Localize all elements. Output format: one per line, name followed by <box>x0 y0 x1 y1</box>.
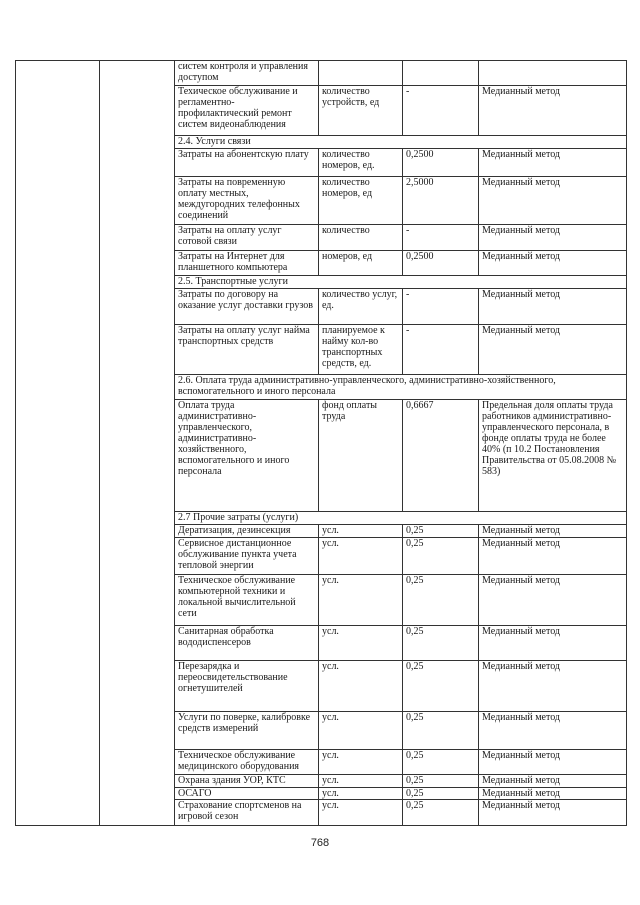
unit-cell: усл. <box>319 712 403 750</box>
method-cell: Медианный метод <box>479 525 627 538</box>
method-cell <box>479 61 627 86</box>
value-cell <box>403 61 479 86</box>
value-cell: 0,25 <box>403 525 479 538</box>
unit-cell: усл. <box>319 750 403 775</box>
value-cell: 0,25 <box>403 800 479 826</box>
cost-name-cell: Охрана здания УОР, КТС <box>175 775 319 788</box>
table-row <box>16 61 627 86</box>
unit-cell: усл. <box>319 788 403 800</box>
cost-name-cell: Оплата труда административно-управленческого, административно-хозяйственного, вспомогательного и иного персонала <box>175 400 319 512</box>
method-cell: Медианный метод <box>479 626 627 661</box>
cost-name-cell: Дератизация, дезинсекция <box>175 525 319 538</box>
section-heading: 2.7 Прочие затраты (услуги) <box>175 512 627 525</box>
section-heading: 2.5. Транспортные услуги <box>175 276 627 289</box>
blank-col-2 <box>100 61 175 826</box>
unit-cell: усл. <box>319 538 403 575</box>
method-cell: Медианный метод <box>479 149 627 177</box>
value-cell: 0,25 <box>403 750 479 775</box>
value-cell: - <box>403 86 479 136</box>
page-number: 768 <box>310 837 330 849</box>
unit-cell: номеров, ед <box>319 251 403 276</box>
unit-cell: усл. <box>319 661 403 712</box>
cost-name-cell: Страхование спортсменов на игровой сезон <box>175 800 319 826</box>
value-cell: - <box>403 225 479 251</box>
unit-cell: планируемое к найму кол-во транспортных средств, ед. <box>319 325 403 375</box>
cost-name-cell: Затраты на Интернет для планшетного компьютера <box>175 251 319 276</box>
cost-name-cell: ОСАГО <box>175 788 319 800</box>
cost-name-cell: Затраты на оплату услуг сотовой связи <box>175 225 319 251</box>
unit-cell: количество устройств, ед <box>319 86 403 136</box>
unit-cell: количество номеров, ед <box>319 177 403 225</box>
unit-cell: усл. <box>319 575 403 626</box>
unit-cell: фонд оплаты труда <box>319 400 403 512</box>
method-cell: Медианный метод <box>479 86 627 136</box>
cost-name-cell: Затраты на абонентскую плату <box>175 149 319 177</box>
cost-name-cell: Затраты по договору на оказание услуг доставки грузов <box>175 289 319 325</box>
value-cell: 0,25 <box>403 538 479 575</box>
cost-name-cell: Санитарная обработка вододиспенсеров <box>175 626 319 661</box>
unit-cell: усл. <box>319 626 403 661</box>
method-cell: Медианный метод <box>479 800 627 826</box>
unit-cell: количество <box>319 225 403 251</box>
blank-col-1 <box>16 61 100 826</box>
method-cell: Медианный метод <box>479 251 627 276</box>
value-cell: 0,25 <box>403 575 479 626</box>
method-cell: Медианный метод <box>479 325 627 375</box>
method-cell: Медианный метод <box>479 750 627 775</box>
cost-name-cell: Техическое обслуживание и регламентно-профилактический ремонт систем видеонаблюдения <box>175 86 319 136</box>
method-cell: Медианный метод <box>479 538 627 575</box>
method-cell: Медианный метод <box>479 775 627 788</box>
value-cell: 0,25 <box>403 775 479 788</box>
method-cell: Медианный метод <box>479 225 627 251</box>
cost-name-cell: Затраты на повременную оплату местных, междугородних телефонных соединений <box>175 177 319 225</box>
value-cell: 0,25 <box>403 626 479 661</box>
value-cell: - <box>403 325 479 375</box>
cost-name-cell: Техническое обслуживание медицинского оборудования <box>175 750 319 775</box>
unit-cell: количество номеров, ед. <box>319 149 403 177</box>
value-cell: 0,25 <box>403 712 479 750</box>
cost-name-cell: Услуги по поверке, калибровке средств измерений <box>175 712 319 750</box>
cost-name-cell: систем контроля и управления доступом <box>175 61 319 86</box>
value-cell: 2,5000 <box>403 177 479 225</box>
method-cell: Предельная доля оплаты труда работников административно-управленческого персонала, в фонде оплаты труда не более 40% (п 10.2 Постановления Правительства от 05.08.2008 № 583) <box>479 400 627 512</box>
unit-cell <box>319 61 403 86</box>
method-cell: Медианный метод <box>479 661 627 712</box>
section-heading: 2.4. Услуги связи <box>175 136 627 149</box>
cost-name-cell: Техническое обслуживание компьютерной техники и локальной вычислительной сети <box>175 575 319 626</box>
cost-name-cell: Сервисное дистанционное обслуживание пункта учета тепловой энергии <box>175 538 319 575</box>
value-cell: 0,6667 <box>403 400 479 512</box>
cost-name-cell: Перезарядка и переосвидетельствование огнетушителей <box>175 661 319 712</box>
method-cell: Медианный метод <box>479 289 627 325</box>
unit-cell: количество услуг, ед. <box>319 289 403 325</box>
unit-cell: усл. <box>319 800 403 826</box>
cost-norms-table <box>15 60 627 826</box>
value-cell: 0,2500 <box>403 149 479 177</box>
value-cell: 0,2500 <box>403 251 479 276</box>
cost-name-cell: Затраты на оплату услуг найма транспортных средств <box>175 325 319 375</box>
method-cell: Медианный метод <box>479 575 627 626</box>
value-cell: 0,25 <box>403 661 479 712</box>
unit-cell: усл. <box>319 525 403 538</box>
method-cell: Медианный метод <box>479 177 627 225</box>
unit-cell: усл. <box>319 775 403 788</box>
value-cell: 0,25 <box>403 788 479 800</box>
method-cell: Медианный метод <box>479 788 627 800</box>
section-heading: 2.6. Оплата труда административно-управленческого, административно-хозяйственного, вспомогательного и иного персонала <box>175 375 627 400</box>
value-cell: - <box>403 289 479 325</box>
method-cell: Медианный метод <box>479 712 627 750</box>
